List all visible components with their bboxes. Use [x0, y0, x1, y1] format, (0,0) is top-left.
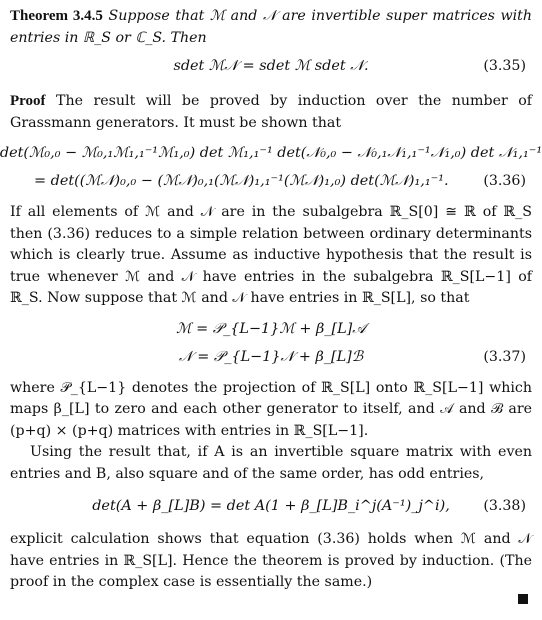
equation-formula: det(ℳ₀,₀ − ℳ₀,₁ℳ₁,₁⁻¹ℳ₁,₀) det ℳ₁,₁⁻¹ det(𝒩₀,₀ − 𝒩₀,₁𝒩₁,₁⁻¹𝒩₁,₀) det 𝒩₁,₁⁻¹: [0, 145, 542, 162]
equation-number: (3.38): [483, 498, 526, 515]
equation-3-37-line1: [10, 316, 532, 344]
equation-3-37-line2: [10, 344, 532, 372]
equation-number: (3.37): [483, 348, 526, 365]
proof-text-1: The result will be proved by induction over the number of Grassmann generators. It must be shown that: [10, 93, 533, 131]
qed-square-icon: [518, 594, 528, 604]
proof-text-5: explicit calculation shows that equation (3.36) holds when ℳ and 𝒩 have entries in ℝ_S[L]. Hence the theorem is proved by induction. (The proof in the complex case is essentially the same.): [10, 531, 532, 590]
proof-text-4: Using the result that, if A is an invertible square matrix with even entries and B, also square and of the same order, has odd entries,: [10, 444, 532, 482]
equation-3-38: [10, 493, 532, 521]
equation-number: (3.35): [483, 58, 526, 75]
equation-3-36-line1: [0, 140, 542, 168]
theorem-label: Theorem 3.4.5: [10, 8, 103, 24]
proof-text-2: If all elements of ℳ and 𝒩 are in the subalgebra ℝ_S[0] ≅ ℝ of ℝ_S then (3.36) reduces to a simple relation between ordinary determinants which is clearly true. Assume as inductive hypothesis that the result is true whenever ℳ and 𝒩 have entries in the subalgebra ℝ_S[L−1] of ℝ_S. Now suppose that ℳ and 𝒩 have entries in ℝ_S[L], so that: [10, 204, 532, 306]
equation-formula: = det((ℳ𝒩)₀,₀ − (ℳ𝒩)₀,₁(ℳ𝒩)₁,₁⁻¹(ℳ𝒩)₁,₀) det(ℳ𝒩)₁,₁⁻¹.: [34, 173, 449, 190]
theorem-text: Suppose that ℳ and 𝒩 are invertible super matrices with entries in ℝ_S or ℂ_S. Then: [10, 8, 533, 46]
theorem-statement: [10, 6, 532, 49]
proof-text-3: where 𝒫_{L−1} denotes the projection of ℝ_S[L] onto ℝ_S[L−1] which maps β_[L] to zero and each other generator to itself, and 𝒜 and ℬ are (p+q) × (p+q) matrices with entries in ℝ_S[L−1].: [10, 379, 532, 439]
equation-formula: 𝒩 = 𝒫_{L−1}𝒩 + β_[L]ℬ: [178, 348, 364, 365]
proof-label: Proof: [10, 93, 46, 109]
equation-number: (3.36): [483, 173, 526, 190]
equation-formula: sdet ℳ𝒩 = sdet ℳ sdet 𝒩.: [173, 58, 369, 75]
proof-intro: [10, 91, 532, 134]
equation-formula: ℳ = 𝒫_{L−1}ℳ + β_[L]𝒜: [176, 320, 366, 337]
equation-formula: det(A + β_[L]B) = det A(1 + β_[L]B_i^j(A⁻¹)_j^i),: [92, 498, 450, 515]
equation-3-35: [10, 53, 532, 81]
equation-3-36-line2: [10, 168, 532, 196]
